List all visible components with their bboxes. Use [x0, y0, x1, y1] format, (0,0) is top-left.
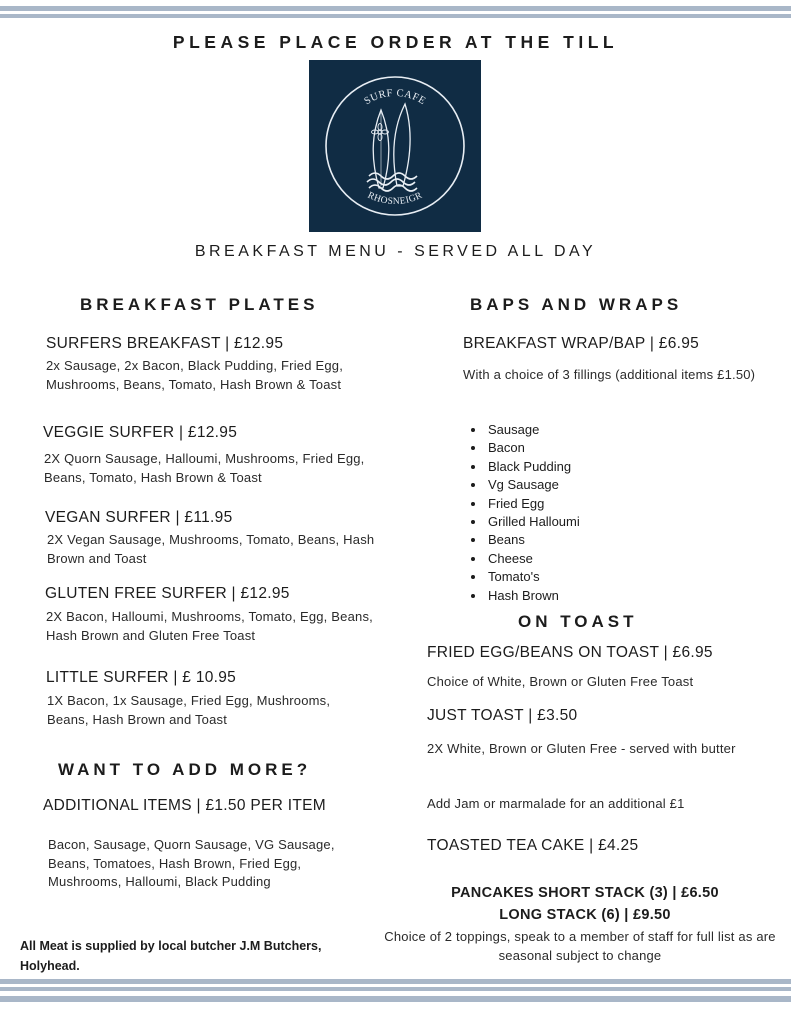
- list-item: • Black Pudding: [486, 458, 746, 476]
- list-item: • Bacon: [486, 439, 746, 457]
- plate-desc-gluten-free: 2X Bacon, Halloumi, Mushrooms, Tomato, Egg, Beans, Hash Brown and Gluten Free Toast: [46, 609, 373, 643]
- top-stripe-2: [0, 14, 791, 18]
- wrap-bap-desc: With a choice of 3 fillings (additional items £1.50): [463, 367, 756, 382]
- surf-cafe-logo: [309, 60, 481, 232]
- plate-title-surfers: SURFERS BREAKFAST | £12.95: [46, 335, 284, 352]
- just-toast-desc: 2X White, Brown or Gluten Free - served with butter: [427, 741, 736, 756]
- order-at-till-heading: PLEASE PLACE ORDER AT THE TILL: [172, 32, 619, 52]
- just-toast-title: JUST TOAST | £3.50: [427, 707, 578, 724]
- plate-desc-vegan: 2X Vegan Sausage, Mushrooms, Tomato, Beans, Hash Brown and Toast: [47, 532, 375, 566]
- top-stripe-1: [0, 6, 791, 11]
- jam-desc: Add Jam or marmalade for an additional £1: [427, 796, 685, 811]
- svg-text:SURF CAFE: SURF CAFE: [362, 87, 428, 108]
- plate-desc-little: 1X Bacon, 1x Sausage, Fried Egg, Mushrooms, Beans, Hash Brown and Toast: [47, 693, 331, 727]
- plate-title-veggie: VEGGIE SURFER | £12.95: [43, 424, 238, 441]
- pancakes-short-stack: PANCAKES SHORT STACK (3) | £6.50: [451, 885, 719, 901]
- additional-items-title: ADDITIONAL ITEMS | £1.50 PER ITEM: [43, 797, 326, 814]
- plate-title-little: LITTLE SURFER | £ 10.95: [46, 669, 237, 686]
- list-item: • Hash Brown: [486, 587, 746, 605]
- list-item: • Grilled Halloumi: [486, 513, 746, 531]
- plate-desc-veggie: 2X Quorn Sausage, Halloumi, Mushrooms, Fried Egg, Beans, Tomato, Hash Brown & Toast: [44, 451, 365, 485]
- bottom-stripe-3: [0, 996, 791, 1002]
- list-item: • Sausage: [486, 421, 746, 439]
- list-item: • Vg Sausage: [486, 476, 746, 494]
- surfboards-waves-icon: [309, 60, 481, 232]
- pancakes-long-stack: LONG STACK (6) | £9.50: [499, 907, 671, 923]
- tea-cake-title: TOASTED TEA CAKE | £4.25: [427, 837, 639, 854]
- wrap-bap-title: BREAKFAST WRAP/BAP | £6.95: [463, 335, 700, 352]
- fillings-list: [464, 421, 746, 605]
- fried-egg-toast-title: FRIED EGG/BEANS ON TOAST | £6.95: [427, 644, 713, 661]
- pancakes-desc: Choice of 2 toppings, speak to a member of staff for full list as are seasonal subject to change: [384, 929, 776, 963]
- add-more-heading: WANT TO ADD MORE?: [58, 760, 312, 779]
- plate-title-vegan: VEGAN SURFER | £11.95: [45, 509, 233, 526]
- bottom-stripe-2: [0, 987, 791, 991]
- list-item: • Tomato's: [486, 568, 746, 586]
- baps-wraps-heading: BAPS AND WRAPS: [470, 295, 683, 314]
- additional-items-desc: Bacon, Sausage, Quorn Sausage, VG Sausage, Beans, Tomatoes, Hash Brown, Fried Egg, Mushrooms, Halloumi, Black Pudding: [48, 837, 335, 889]
- list-item: • Fried Egg: [486, 495, 746, 513]
- bottom-stripe-1: [0, 979, 791, 984]
- svg-text:RHOSNEIGR: RHOSNEIGR: [365, 190, 425, 208]
- menu-subtitle: BREAKFAST MENU - SERVED ALL DAY: [194, 243, 597, 260]
- butcher-note: All Meat is supplied by local butcher J.M Butchers, Holyhead.: [20, 939, 322, 973]
- plate-desc-surfers: 2x Sausage, 2x Bacon, Black Pudding, Fried Egg, Mushrooms, Beans, Tomato, Hash Brown & Toast: [46, 358, 344, 392]
- on-toast-heading: ON TOAST: [518, 612, 638, 631]
- list-item: • Cheese: [486, 550, 746, 568]
- fried-egg-toast-desc: Choice of White, Brown or Gluten Free Toast: [427, 674, 694, 689]
- breakfast-plates-heading: BREAKFAST PLATES: [80, 295, 319, 314]
- plate-title-gluten-free: GLUTEN FREE SURFER | £12.95: [45, 585, 290, 602]
- list-item: • Beans: [486, 531, 746, 549]
